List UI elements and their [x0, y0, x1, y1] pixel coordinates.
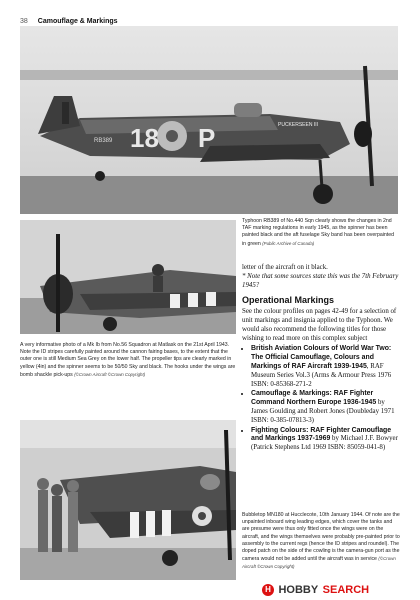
photo-typhoon-rb389	[20, 26, 398, 214]
running-title: Camouflage & Markings	[37, 18, 118, 25]
caption-mk-ib	[20, 342, 236, 379]
watermark-text-search: SEARCH	[322, 583, 370, 596]
watermark-text-hobby: HOBBY	[278, 583, 319, 596]
reference-list	[242, 345, 400, 453]
page-header	[20, 10, 400, 24]
photo-mk-ib-matlask-image	[20, 220, 236, 334]
reference-detail: by James Goulding and Robert Jones (Doubleday 1971 ISBN: 0-385-07813-3)	[251, 399, 395, 424]
caption-mn180-credit: (©Crown Aircraft ©Crown Copyright)	[242, 556, 396, 570]
fuselage-letter: P	[198, 123, 216, 153]
caption-mn180-text: Bubbletop MN180 at Hucclecote, 10th January 1944. Of note are the unpainted inboard wing leading edges, which cover the tanks and are presume were thus only fitted once the wings were on the aircraft, and the wings themselves were probably pre-painted prior to assembly to the current regs (hence the ID stripes and roundel). The doped patch on the side of the cowling is the camera-gun port as the camera would not be added until the aircraft was in service	[242, 512, 400, 563]
serial-number: RB389	[94, 138, 113, 144]
reference-title: British Aviation Colours of World War Two: The Official Camouflage, Colours and Markings of RAF Aircraft 1939-1945	[251, 345, 392, 370]
caption-mn180	[242, 512, 400, 572]
section-heading: Operational Markings	[242, 295, 335, 306]
photo-bubbletop-mn180-image	[20, 420, 236, 580]
reference-item	[251, 390, 400, 425]
caption-rb389-text: Typhoon RB389 of No.440 Sqn clearly shows the changes in 2nd TAF marking regulations in early 1945, as the spinner has been painted black and the aft fuselage Sky band has been overpainted in green	[242, 218, 394, 247]
reference-detail: by Michael J.F. Bowyer (Patrick Stephens Ltd 1969 ISBN: 85059-041-8)	[251, 435, 398, 452]
reference-item	[251, 345, 400, 389]
caption-mk-ib-credit: (©Crown Aircraft ©Crown Copyright)	[74, 371, 146, 377]
photo-mk-ib-matlask	[20, 220, 236, 334]
caption-mk-ib-text: A very informative photo of a Mk Ib from No.56 Squadron at Matlask on the 21st April 1943. Note the ID stripes carefully painted around the cannon fairing bases, to the extent that the outer one is still Medium Sea Grey on the lower half. The propeller tips are clearly marked in yellow (4in) and the spinner seems to be 50/50 Sky and black. The hooks under the wings are bomb shackle pick-ups	[20, 342, 236, 378]
hobby-search-logo-icon: H	[262, 584, 274, 596]
photo-typhoon-rb389-image	[20, 26, 398, 214]
body-intro: letter of the aircraft on it black.	[242, 264, 328, 271]
body-note: * Note that some sources state this was the 7th February 1945?	[242, 272, 399, 289]
caption-rb389-credit: (Public Archive of Canada)	[262, 240, 315, 246]
photo-bubbletop-mn180	[20, 420, 236, 580]
reference-item	[251, 427, 400, 453]
body-text	[242, 264, 400, 454]
page-number: 38	[20, 18, 28, 25]
hobby-search-watermark	[262, 581, 412, 597]
reference-title: Fighting Colours: RAF Fighter Camouflage and Markings 1937-1969	[251, 426, 392, 443]
body-paragraph: See the colour profiles on pages 42-49 for a selection of unit markings and insignia applied to the Typhoon. We would also recommend the following titles for those wishing to read more on this complex subject	[242, 308, 397, 342]
nose-art: PUCKERSEEN III	[278, 122, 319, 128]
fuselage-code: 18	[130, 123, 159, 153]
caption-rb389	[242, 218, 398, 248]
reference-detail: , RAF Museum Series Vol.3 (Arms & Armour Press 1976 ISBN: 0-85368-271-2	[251, 362, 392, 388]
reference-title: Camouflage & Markings: RAF Fighter Command Northern Europe 1936-1945	[251, 390, 377, 407]
